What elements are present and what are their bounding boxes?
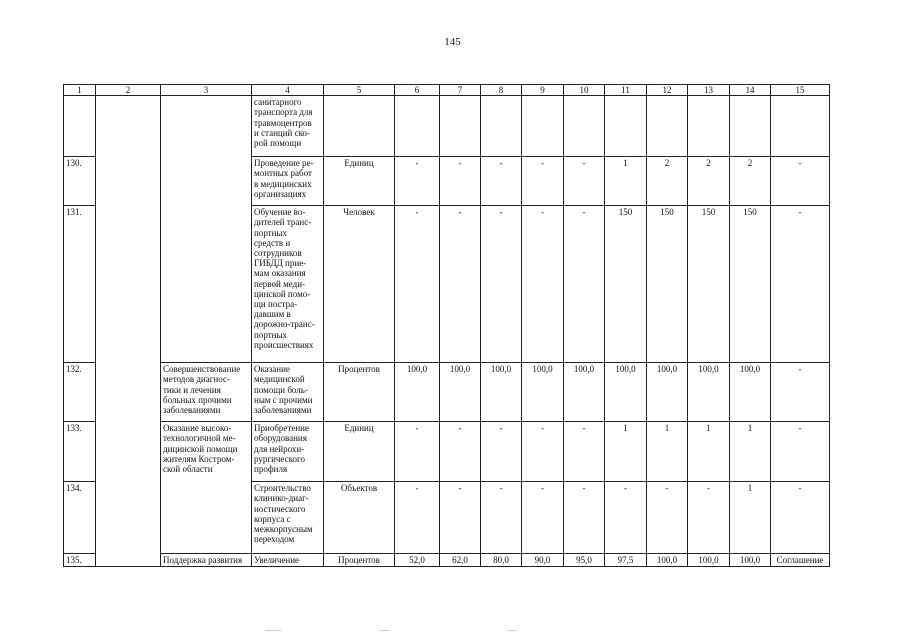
value-cell: 100,0 — [395, 363, 440, 422]
value-cell: - — [522, 482, 564, 554]
value-cell: 150 — [730, 206, 771, 363]
value-cell: - — [395, 482, 440, 554]
value-cell: 62,0 — [440, 554, 481, 567]
value-cell: 97,5 — [605, 554, 647, 567]
value-cell: - — [440, 206, 481, 363]
value-cell: 100,0 — [481, 363, 522, 422]
value-cell: - — [440, 157, 481, 206]
unit-cell: Процентов — [324, 363, 395, 422]
measure-cell: Оказание медицинской помощи боль- ным с прочими заболеваниями — [254, 364, 313, 416]
value-cell: - — [481, 206, 522, 363]
value-cell: - — [395, 157, 440, 206]
value-cell: 100,0 — [647, 554, 688, 567]
value-cell: - — [481, 482, 522, 554]
value-cell — [730, 96, 771, 157]
value-cell — [440, 96, 481, 157]
header-cell: 14 — [730, 85, 771, 96]
value-cell: - — [481, 157, 522, 206]
value-cell: 90,0 — [522, 554, 564, 567]
value-cell — [647, 96, 688, 157]
header-cell: 6 — [395, 85, 440, 96]
value-cell: 150 — [688, 206, 730, 363]
header-cell: 1 — [64, 85, 96, 96]
row-number: 131. — [64, 206, 96, 363]
measure-cell: Проведение ре- монтных работ в медицинских организациях — [254, 158, 314, 199]
header-cell: 5 — [324, 85, 395, 96]
measure-cell: санитарного транспорта для травмоцентров и станций ско- рой помощи — [254, 97, 313, 149]
value-cell: 1 — [730, 422, 771, 482]
value-cell: - — [481, 422, 522, 482]
row-number: 132. — [64, 363, 96, 422]
header-cell: 4 — [252, 85, 324, 96]
value-cell: 100,0 — [688, 363, 730, 422]
value-cell: 100,0 — [522, 363, 564, 422]
value-cell: 1 — [730, 482, 771, 554]
value-cell: 2 — [730, 157, 771, 206]
value-cell: 100,0 — [605, 363, 647, 422]
value-cell: 150 — [647, 206, 688, 363]
value-cell: - — [605, 482, 647, 554]
row-number: 134. — [64, 482, 96, 554]
value-cell: 100,0 — [688, 554, 730, 567]
value-cell: - — [522, 157, 564, 206]
row-number: 135. — [64, 554, 96, 567]
value-cell: 1 — [605, 157, 647, 206]
header-cell: 7 — [440, 85, 481, 96]
header-row — [64, 85, 830, 96]
note-cell: Соглашение — [771, 554, 830, 567]
value-cell: 1 — [605, 422, 647, 482]
value-cell — [605, 96, 647, 157]
header-cell: 9 — [522, 85, 564, 96]
table-row — [64, 422, 830, 482]
value-cell — [688, 96, 730, 157]
value-cell: 100,0 — [564, 363, 605, 422]
value-cell: - — [440, 482, 481, 554]
table-row — [64, 363, 830, 422]
header-cell: 15 — [771, 85, 830, 96]
measure-cell: Увеличение — [252, 554, 324, 567]
value-cell: - — [688, 482, 730, 554]
measure-cell: Строительство клинико-диаг- ностического корпуса с межкорпусным переходом — [254, 483, 313, 545]
page-number: 145 — [444, 36, 461, 48]
note-cell: - — [771, 157, 830, 206]
row-number: 130. — [64, 157, 96, 206]
activity-cell: Оказание высоко- технологичной ме- дицинской помощи жителям Костром- ской области — [163, 423, 238, 475]
note-cell: - — [771, 206, 830, 363]
value-cell: - — [564, 482, 605, 554]
header-cell: 13 — [688, 85, 730, 96]
value-cell: - — [564, 422, 605, 482]
measure-cell: Приобретение оборудования для нейрохи- рургического профиля — [254, 423, 309, 475]
header-cell: 11 — [605, 85, 647, 96]
value-cell: 100,0 — [730, 554, 771, 567]
scan-artifact-line — [380, 630, 390, 631]
unit-cell: Единиц — [324, 157, 395, 206]
row-number: 133. — [64, 422, 96, 482]
header-cell: 12 — [647, 85, 688, 96]
note-cell: - — [771, 482, 830, 554]
value-cell: 1 — [647, 422, 688, 482]
value-cell — [395, 96, 440, 157]
value-cell: 52,0 — [395, 554, 440, 567]
value-cell: 150 — [605, 206, 647, 363]
value-cell: 95,0 — [564, 554, 605, 567]
table-row — [64, 554, 830, 567]
header-cell: 10 — [564, 85, 605, 96]
value-cell — [481, 96, 522, 157]
measure-cell: Обучение во- дителей транс- портных средств и сотрудников ГИБДД прие- мам оказания первой меди- цинской помо- щи постра- давшим в дорожно-транс- портных происшествиях — [254, 207, 315, 350]
unit-cell: Объектов — [324, 482, 395, 554]
col3-cell — [161, 96, 252, 363]
value-cell: - — [440, 422, 481, 482]
value-cell: 1 — [688, 422, 730, 482]
value-cell: - — [564, 157, 605, 206]
value-cell: 80,0 — [481, 554, 522, 567]
value-cell: - — [522, 206, 564, 363]
value-cell: 100,0 — [440, 363, 481, 422]
data-table — [63, 84, 830, 567]
value-cell: 2 — [647, 157, 688, 206]
header-cell: 8 — [481, 85, 522, 96]
note-cell — [771, 96, 830, 157]
table-row — [64, 96, 830, 157]
value-cell — [564, 96, 605, 157]
unit-cell: Человек — [324, 206, 395, 363]
scan-artifact-line — [265, 630, 281, 631]
unit-cell — [324, 96, 395, 157]
activity-cell: Совершенствование методов диагнос- тики и лечения больных прочими заболеваниями — [163, 364, 241, 416]
value-cell: 2 — [688, 157, 730, 206]
scan-artifact-line — [508, 630, 516, 631]
activity-cell: Поддержка развития — [161, 554, 252, 567]
note-cell: - — [771, 422, 830, 482]
value-cell: 100,0 — [730, 363, 771, 422]
value-cell: - — [395, 422, 440, 482]
header-cell: 3 — [161, 85, 252, 96]
unit-cell: Единиц — [324, 422, 395, 482]
col2-merged-cell — [96, 96, 161, 567]
row-number — [64, 96, 96, 157]
unit-cell: Процентов — [324, 554, 395, 567]
header-cell: 2 — [96, 85, 161, 96]
value-cell: - — [647, 482, 688, 554]
value-cell: 100,0 — [647, 363, 688, 422]
value-cell: - — [564, 206, 605, 363]
value-cell: - — [522, 422, 564, 482]
value-cell: - — [395, 206, 440, 363]
note-cell: - — [771, 363, 830, 422]
value-cell — [522, 96, 564, 157]
